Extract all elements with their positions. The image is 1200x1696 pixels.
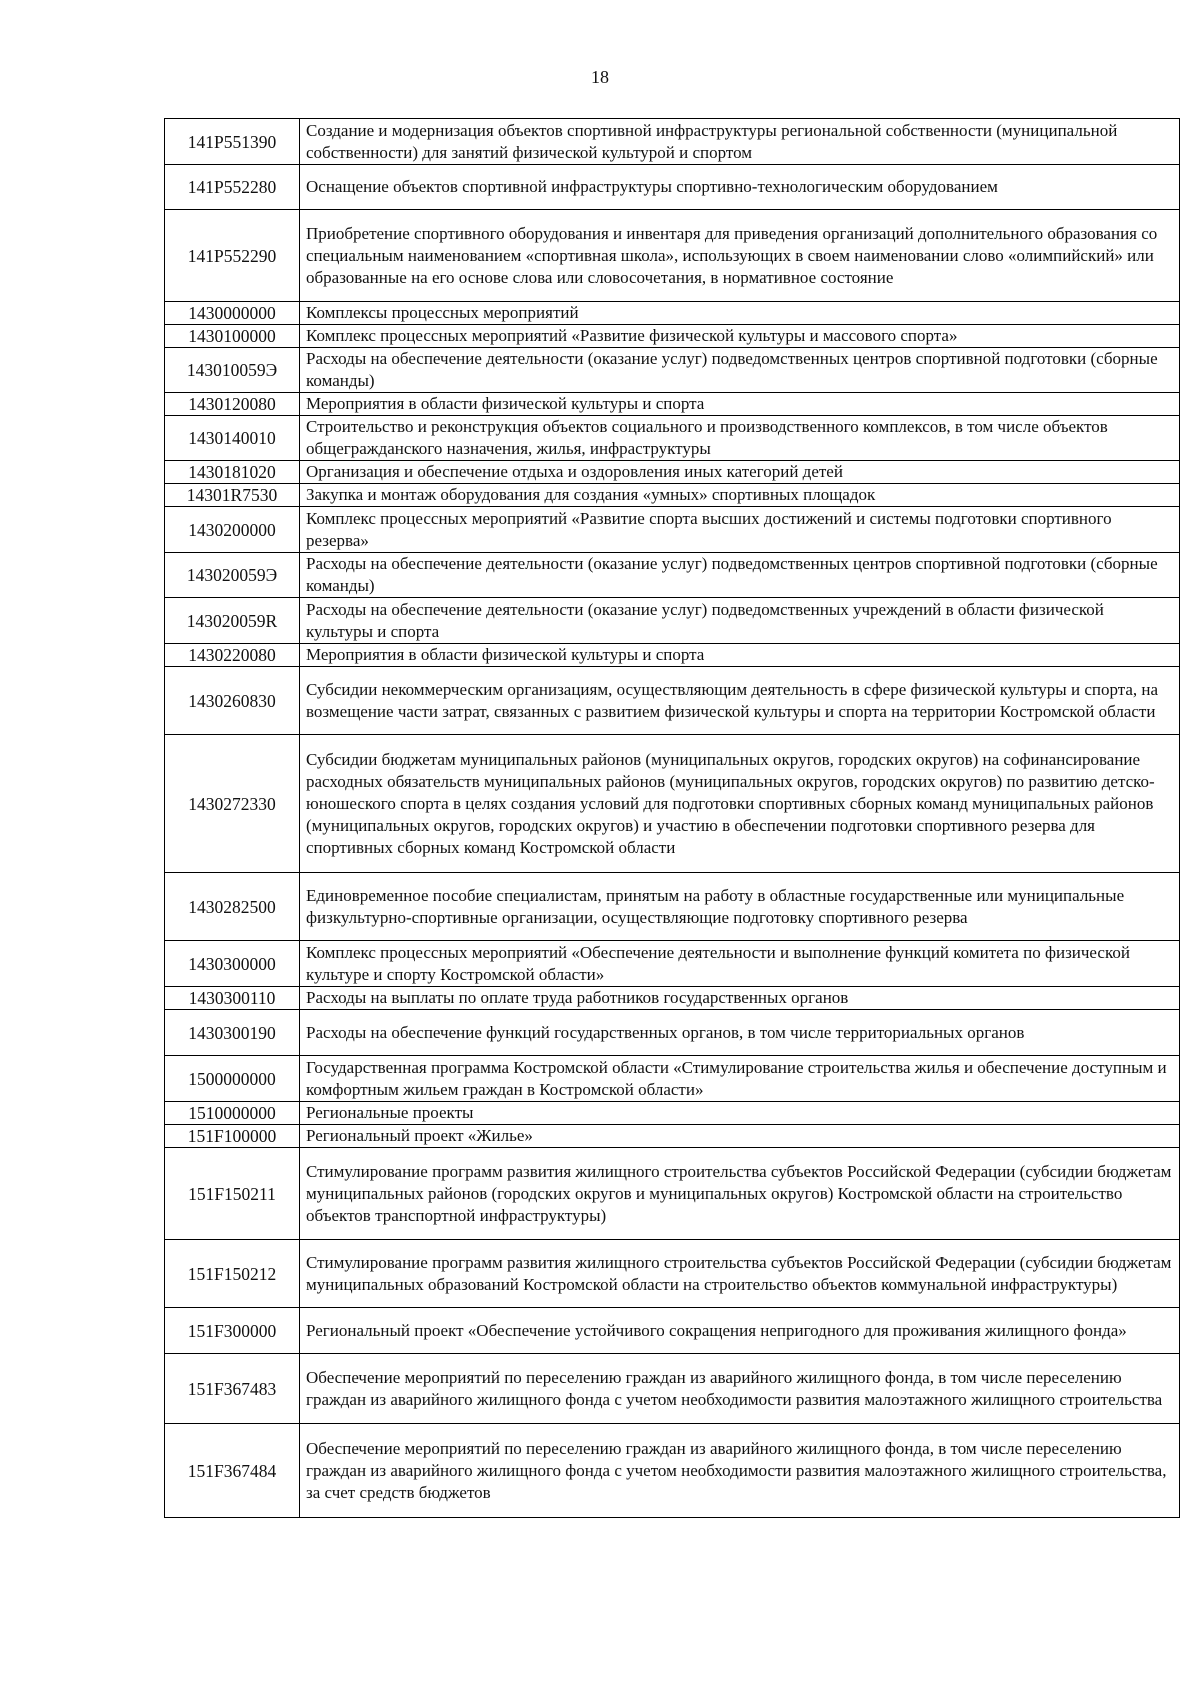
row-description: Строительство и реконструкция объектов социального и производственного комплексов, в том числе объектов общегражданского назначения, жилья, инфраструктуры bbox=[300, 416, 1180, 461]
row-code: 151F367483 bbox=[165, 1354, 300, 1424]
row-code: 1430300190 bbox=[165, 1010, 300, 1056]
row-description: Расходы на обеспечение деятельности (оказание услуг) подведомственных центров спортивной подготовки (сборные команды) bbox=[300, 553, 1180, 598]
row-code: 1430181020 bbox=[165, 461, 300, 484]
table-row bbox=[165, 325, 1180, 348]
table-row bbox=[165, 210, 1180, 302]
row-code: 1430300000 bbox=[165, 941, 300, 987]
table-row bbox=[165, 1354, 1180, 1424]
table-row bbox=[165, 348, 1180, 393]
row-description: Расходы на выплаты по оплате труда работников государственных органов bbox=[300, 987, 1180, 1010]
table-row bbox=[165, 941, 1180, 987]
table-row bbox=[165, 119, 1180, 165]
row-code: 141P551390 bbox=[165, 119, 300, 165]
table-body bbox=[165, 119, 1180, 1518]
table-row bbox=[165, 598, 1180, 644]
table-row bbox=[165, 873, 1180, 941]
row-description: Мероприятия в области физической культуры и спорта bbox=[300, 393, 1180, 416]
table-row bbox=[165, 987, 1180, 1010]
table-row bbox=[165, 667, 1180, 735]
row-description: Субсидии некоммерческим организациям, осуществляющим деятельность в сфере физической культуры и спорта, на возмещение части затрат, связанных с развитием физической культуры и спорта на территории Костромской области bbox=[300, 667, 1180, 735]
row-code: 1430300110 bbox=[165, 987, 300, 1010]
budget-classification-table bbox=[164, 118, 1180, 1518]
row-code: 151F150212 bbox=[165, 1240, 300, 1308]
row-code: 141P552290 bbox=[165, 210, 300, 302]
row-code: 1430140010 bbox=[165, 416, 300, 461]
row-code: 1510000000 bbox=[165, 1102, 300, 1125]
row-description: Закупка и монтаж оборудования для создания «умных» спортивных площадок bbox=[300, 484, 1180, 507]
table-row bbox=[165, 484, 1180, 507]
row-code: 1500000000 bbox=[165, 1056, 300, 1102]
row-description: Расходы на обеспечение деятельности (оказание услуг) подведомственных учреждений в области физической культуры и спорта bbox=[300, 598, 1180, 644]
row-description: Субсидии бюджетам муниципальных районов (муниципальных округов, городских округов) на софинансирование расходных обязательств муниципальных районов (муниципальных округов, городских округов) по развитию детско-юношеского спорта в целях создания условий для подготовки спортивных сборных команд муниципальных районов (муниципальных округов, городских округов) и участию в обеспечении подготовки спортивного резерва для спортивных сборных команд Костромской области bbox=[300, 735, 1180, 873]
row-description: Обеспечение мероприятий по переселению граждан из аварийного жилищного фонда, в том числе переселению граждан из аварийного жилищного фонда с учетом необходимости развития малоэтажного жилищного строительства, за счет средств бюджетов bbox=[300, 1424, 1180, 1518]
row-code: 1430282500 bbox=[165, 873, 300, 941]
table-row bbox=[165, 644, 1180, 667]
row-description: Стимулирование программ развития жилищного строительства субъектов Российской Федерации (субсидии бюджетам муниципальных районов (городских округов и муниципальных округов) Костромской области на строительство объектов транспортной инфраструктуры) bbox=[300, 1148, 1180, 1240]
row-code: 14301R7530 bbox=[165, 484, 300, 507]
row-code: 1430000000 bbox=[165, 302, 300, 325]
row-description: Комплекс процессных мероприятий «Развитие физической культуры и массового спорта» bbox=[300, 325, 1180, 348]
row-description: Региональный проект «Обеспечение устойчивого сокращения непригодного для проживания жилищного фонда» bbox=[300, 1308, 1180, 1354]
row-description: Оснащение объектов спортивной инфраструктуры спортивно-технологическим оборудованием bbox=[300, 165, 1180, 210]
row-code: 151F100000 bbox=[165, 1125, 300, 1148]
row-description: Приобретение спортивного оборудования и инвентаря для приведения организаций дополнительного образования со специальным наименованием «спортивная школа», использующих в своем наименовании слово «олимпийский» или образованные на его основе слова или словосочетания, в нормативное состояние bbox=[300, 210, 1180, 302]
row-description: Государственная программа Костромской области «Стимулирование строительства жилья и обеспечение доступным и комфортным жильем граждан в Костромской области» bbox=[300, 1056, 1180, 1102]
row-code: 1430100000 bbox=[165, 325, 300, 348]
table-row bbox=[165, 507, 1180, 553]
table-row bbox=[165, 1240, 1180, 1308]
table-row bbox=[165, 1148, 1180, 1240]
table-row bbox=[165, 553, 1180, 598]
table-row bbox=[165, 416, 1180, 461]
row-description: Комплекс процессных мероприятий «Обеспечение деятельности и выполнение функций комитета по физической культуре и спорту Костромской области» bbox=[300, 941, 1180, 987]
row-description: Расходы на обеспечение деятельности (оказание услуг) подведомственных центров спортивной подготовки (сборные команды) bbox=[300, 348, 1180, 393]
row-code: 1430120080 bbox=[165, 393, 300, 416]
row-code: 151F150211 bbox=[165, 1148, 300, 1240]
row-description: Создание и модернизация объектов спортивной инфраструктуры региональной собственности (муниципальной собственности) для занятий физической культурой и спортом bbox=[300, 119, 1180, 165]
row-description: Организация и обеспечение отдыха и оздоровления иных категорий детей bbox=[300, 461, 1180, 484]
row-code: 143010059Э bbox=[165, 348, 300, 393]
row-description: Комплексы процессных мероприятий bbox=[300, 302, 1180, 325]
row-code: 1430220080 bbox=[165, 644, 300, 667]
table-row bbox=[165, 1010, 1180, 1056]
row-description: Единовременное пособие специалистам, принятым на работу в областные государственные или муниципальные физкультурно-спортивные организации, осуществляющие подготовку спортивного резерва bbox=[300, 873, 1180, 941]
table-row bbox=[165, 302, 1180, 325]
page-number: 18 bbox=[591, 67, 609, 87]
row-description: Обеспечение мероприятий по переселению граждан из аварийного жилищного фонда, в том числе переселению граждан из аварийного жилищного фонда с учетом необходимости развития малоэтажного жилищного строительства bbox=[300, 1354, 1180, 1424]
row-description: Комплекс процессных мероприятий «Развитие спорта высших достижений и системы подготовки спортивного резерва» bbox=[300, 507, 1180, 553]
table-row bbox=[165, 393, 1180, 416]
row-description: Стимулирование программ развития жилищного строительства субъектов Российской Федерации (субсидии бюджетам муниципальных образований Костромской области на строительство объектов коммунальной инфраструктуры) bbox=[300, 1240, 1180, 1308]
row-code: 143020059Э bbox=[165, 553, 300, 598]
row-code: 1430200000 bbox=[165, 507, 300, 553]
row-description: Расходы на обеспечение функций государственных органов, в том числе территориальных органов bbox=[300, 1010, 1180, 1056]
table-row bbox=[165, 1308, 1180, 1354]
table-row bbox=[165, 461, 1180, 484]
row-code: 143020059R bbox=[165, 598, 300, 644]
row-code: 1430272330 bbox=[165, 735, 300, 873]
row-code: 151F367484 bbox=[165, 1424, 300, 1518]
row-code: 151F300000 bbox=[165, 1308, 300, 1354]
row-description: Региональные проекты bbox=[300, 1102, 1180, 1125]
row-code: 141P552280 bbox=[165, 165, 300, 210]
table-row bbox=[165, 735, 1180, 873]
table-row bbox=[165, 1056, 1180, 1102]
table-row bbox=[165, 1424, 1180, 1518]
row-code: 1430260830 bbox=[165, 667, 300, 735]
table-row bbox=[165, 165, 1180, 210]
row-description: Региональный проект «Жилье» bbox=[300, 1125, 1180, 1148]
row-description: Мероприятия в области физической культуры и спорта bbox=[300, 644, 1180, 667]
table-row bbox=[165, 1125, 1180, 1148]
table-row bbox=[165, 1102, 1180, 1125]
